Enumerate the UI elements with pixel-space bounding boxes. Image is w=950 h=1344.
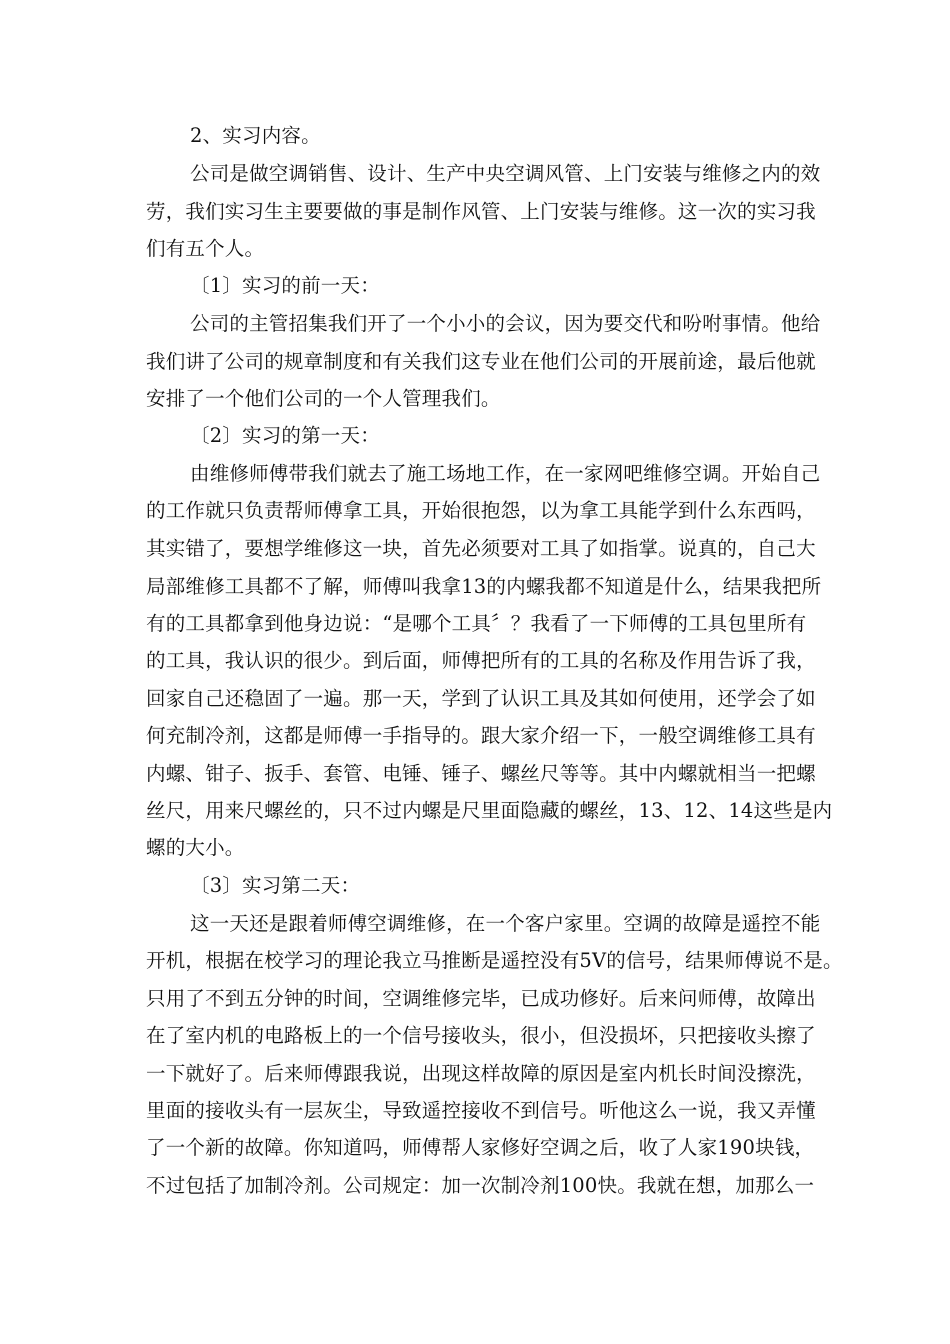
paragraph-line: 只用了不到五分钟的时间，空调维修完毕，已成功修好。后来问师傅，故障出 [146,987,816,1010]
paragraph-line: 们有五个人。 [146,237,265,260]
paragraph-line: 有的工具都拿到他身边说：“是哪个工具〞？我看了一下师傅的工具包里所有 [146,612,807,635]
paragraph-line: 由维修师傅带我们就去了施工场地工作，在一家网吧维修空调。开始自己 [190,462,821,485]
paragraph-line: 何充制冷剂，这都是师傅一手指导的。跟大家介绍一下，一般空调维修工具有 [146,724,816,747]
paragraph-line: 公司的主管招集我们开了一个小小的会议，因为要交代和吩咐事情。他给 [190,312,821,335]
subheading: 〔3〕实习第二天： [190,874,361,897]
subheading: 〔2〕实习的第一天： [190,424,380,447]
paragraph-line: 这一天还是跟着师傅空调维修，在一个客户家里。空调的故障是遥控不能 [190,912,821,935]
paragraph-line: 公司是做空调销售、设计、生产中央空调风管、上门安装与维修之内的效 [190,162,821,185]
paragraph-line: 回家自己还稳固了一遍。那一天，学到了认识工具及其如何使用，还学会了如 [146,687,816,710]
paragraph-line: 不过包括了加制冷剂。公司规定：加一次制冷剂100快。我就在想，加那么一 [146,1174,815,1197]
paragraph-line: 一下就好了。后来师傅跟我说，出现这样故障的原因是室内机长时间没擦洗， [146,1062,816,1085]
paragraph-line: 安排了一个他们公司的一个人管理我们。 [146,387,501,410]
paragraph-line: 局部维修工具都不了解，师傅叫我拿13的内螺我都不知道是什么，结果我把所 [146,575,822,598]
paragraph-line: 开机，根据在校学习的理论我立马推断是遥控没有5V的信号，结果师傅说不是。 [146,949,843,972]
paragraph-line: 的工具，我认识的很少。到后面，师傅把所有的工具的名称及作用告诉了我， [146,649,816,672]
subheading: 〔1〕实习的前一天： [190,274,380,297]
paragraph-line: 丝尺，用来尺螺丝的，只不过内螺是尺里面隐藏的螺丝，13、12、14这些是内 [146,799,833,822]
paragraph-line: 劳，我们实习生主要要做的事是制作风管、上门安装与维修。这一次的实习我 [146,200,816,223]
paragraph-line: 内螺、钳子、扳手、套管、电锤、锤子、螺丝尺等等。其中内螺就相当一把螺 [146,762,816,785]
paragraph-line: 其实错了，要想学维修这一块，首先必须要对工具了如指掌。说真的，自己大 [146,537,816,560]
paragraph-line: 了一个新的故障。你知道吗，师傅帮人家修好空调之后，收了人家190块钱， [146,1136,815,1159]
paragraph-line: 在了室内机的电路板上的一个信号接收头，很小，但没损坏，只把接收头擦了 [146,1024,816,1047]
section-heading: 2、实习内容。 [190,124,321,147]
paragraph-line: 里面的接收头有一层灰尘，导致遥控接收不到信号。听他这么一说，我又弄懂 [146,1099,816,1122]
paragraph-line: 螺的大小。 [146,836,245,859]
paragraph-line: 的工作就只负责帮师傅拿工具，开始很抱怨，以为拿工具能学到什么东西吗， [146,499,816,522]
paragraph-line: 我们讲了公司的规章制度和有关我们这专业在他们公司的开展前途，最后他就 [146,350,816,373]
